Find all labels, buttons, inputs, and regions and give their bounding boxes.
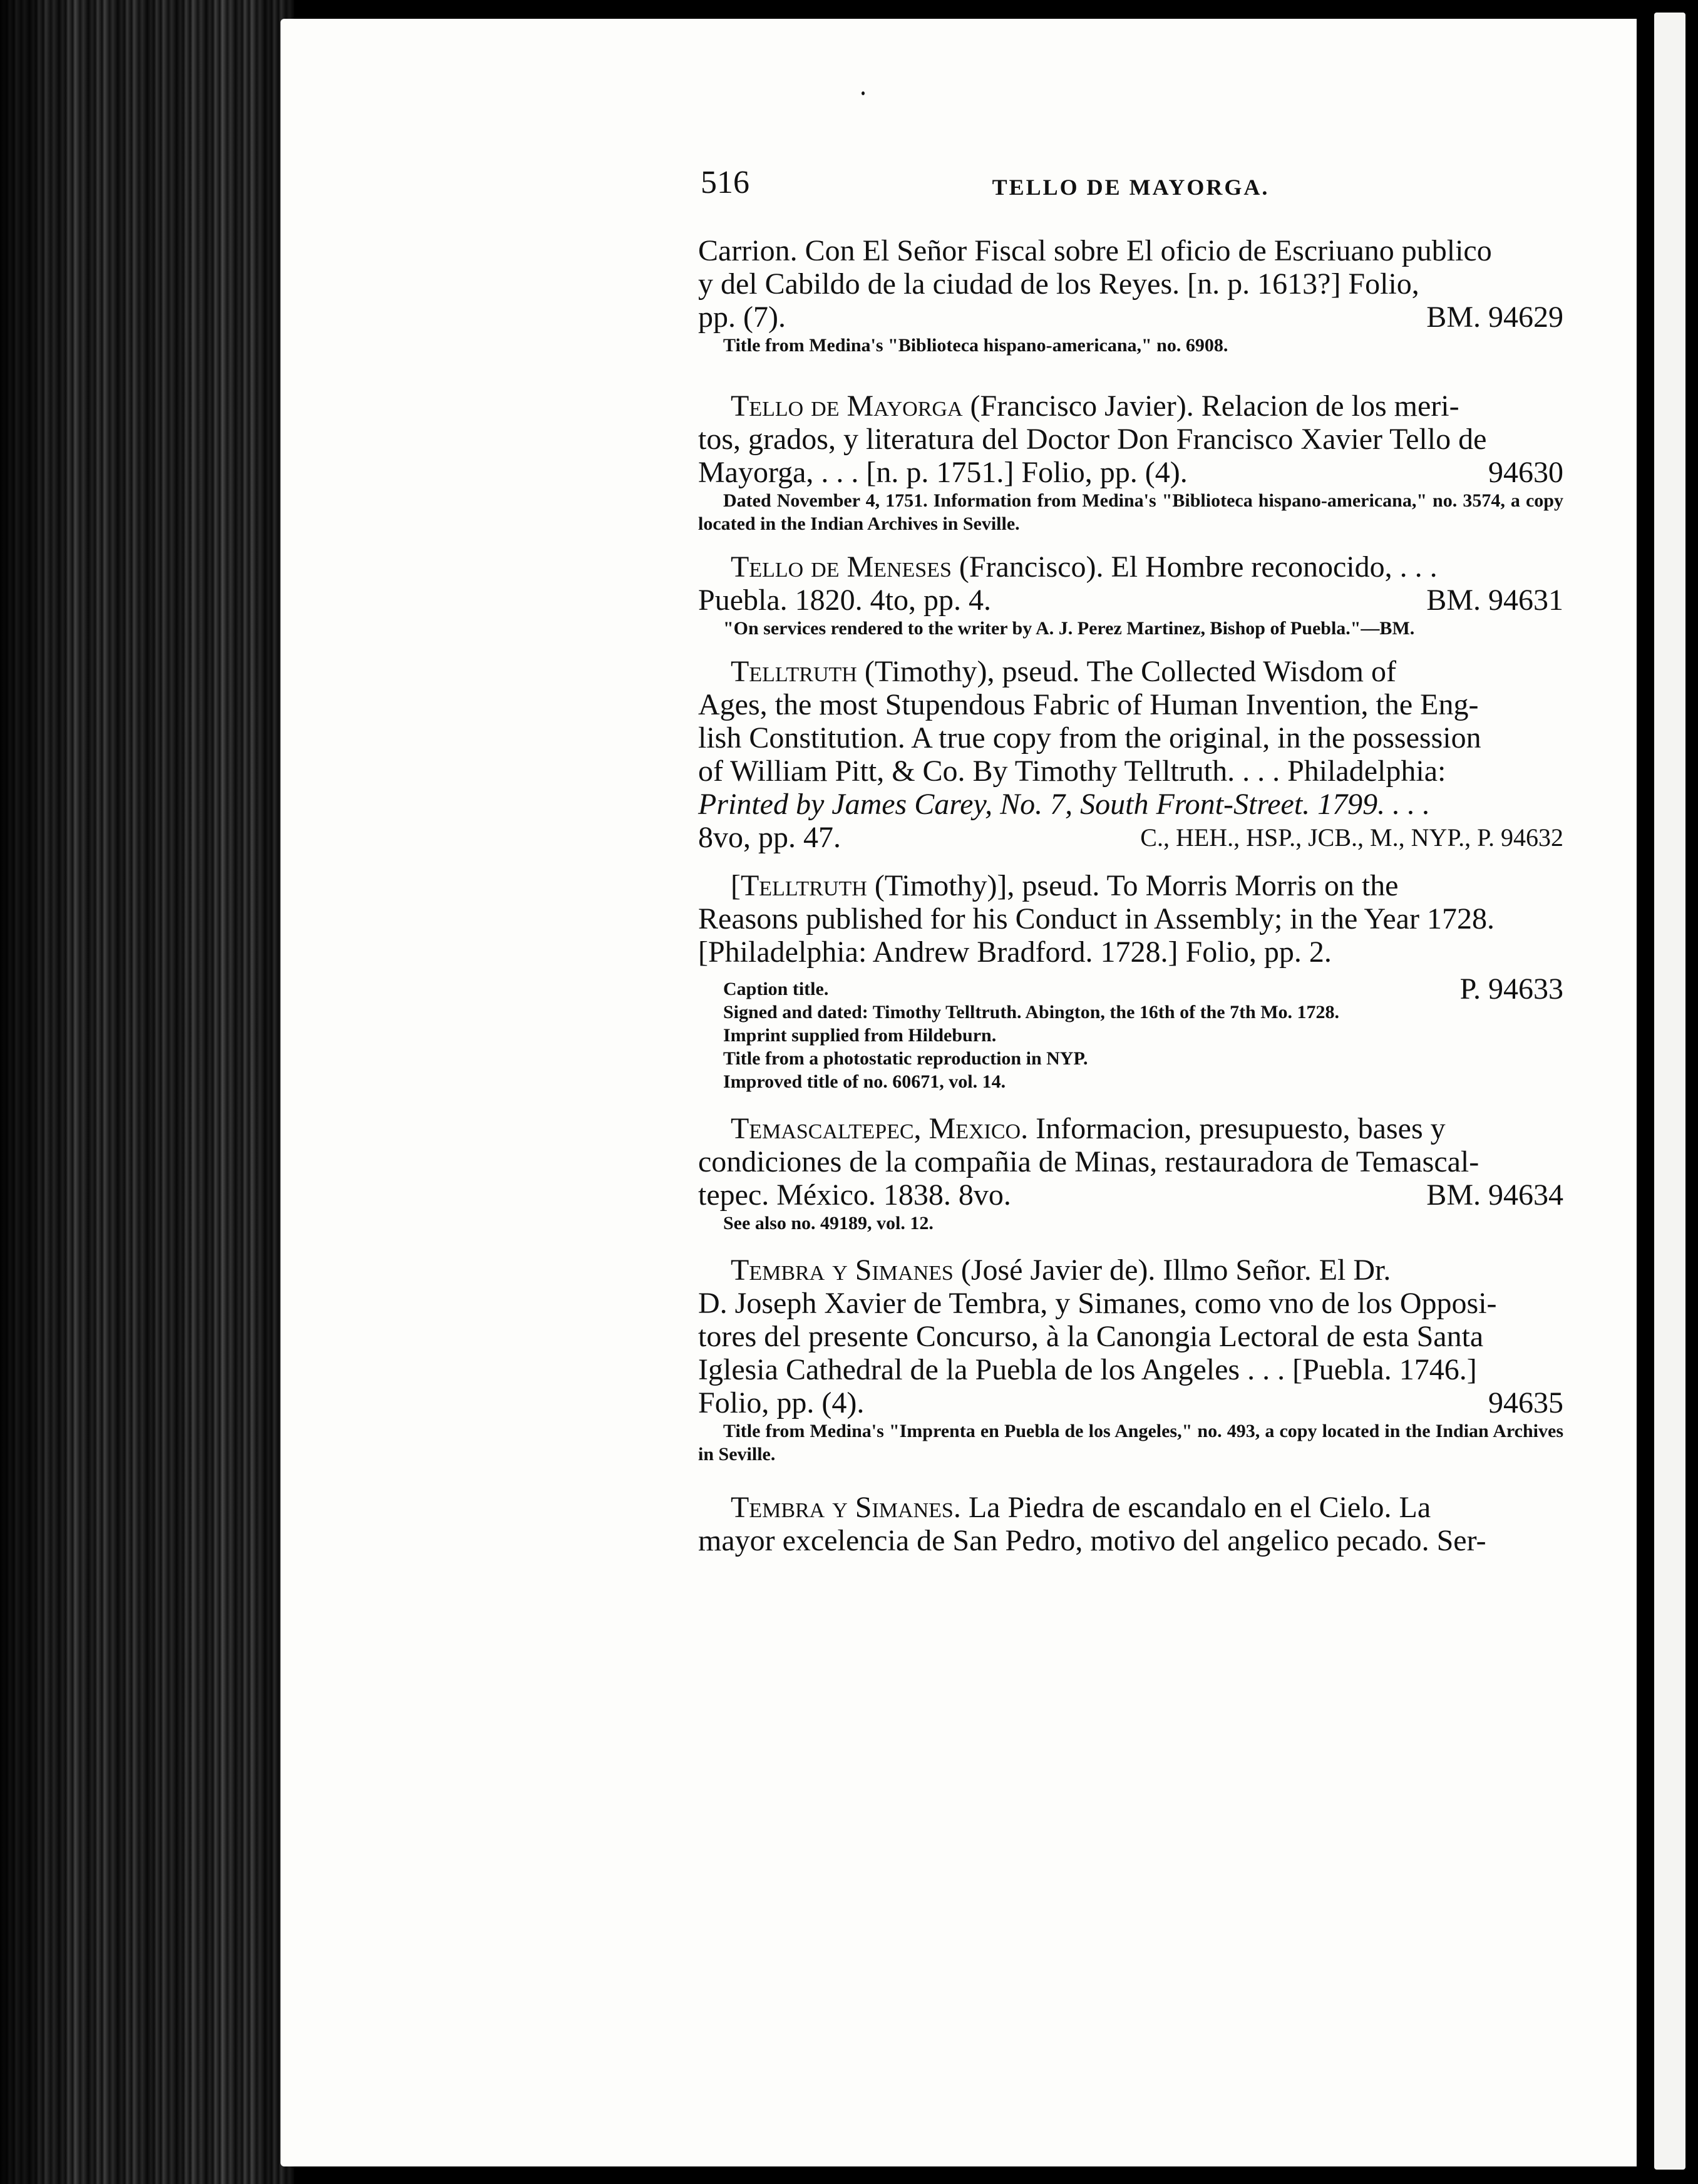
entry-line (698, 1287, 1563, 1320)
entry-text: lish Constitution. A true copy from the original, in the possession (698, 721, 1481, 755)
entry-text: (Timothy)], pseud. To Morris Morris on the (867, 869, 1399, 902)
entry-heading: Telltruth (731, 655, 857, 688)
entry-heading: Temascaltepec, Mexico (731, 1112, 1021, 1145)
entry-line (698, 1254, 1563, 1287)
entry-heading: Tello de Meneses (731, 550, 952, 584)
entry-note: Imprint supplied from Hildeburn. (723, 1025, 997, 1046)
spacer (698, 535, 1563, 550)
entry-text (731, 1112, 1446, 1145)
entry-number: P. 94633 (1459, 972, 1563, 1006)
spacer (698, 640, 1563, 655)
entry-number: BM. 94634 (1426, 1178, 1563, 1212)
entry-text (731, 1254, 1391, 1287)
spacer (698, 1235, 1563, 1254)
entry-note: "On services rendered to the writer by A. J. Perez Martinez, Bishop of Puebla."—BM. (723, 618, 1415, 639)
entry-note: Title from Medina's "Imprenta en Puebla de los Angeles," no. 493, a copy located in the Indian Archives in Seville. (698, 1421, 1563, 1465)
entry-line (698, 1491, 1563, 1524)
entry-line (698, 869, 1563, 902)
entry-text: D. Joseph Xavier de Tembra, y Simanes, como vno de los Opposi- (698, 1287, 1497, 1320)
entry-text: . La Piedra de escandalo en el Cielo. La (953, 1491, 1431, 1524)
entry-tello-de-mayorga (698, 389, 1563, 535)
entry-line (698, 655, 1563, 688)
entry-heading: Tembra y Simanes (731, 1254, 954, 1287)
spine-shadow (0, 0, 294, 2184)
entry-heading: Tembra y Simanes (731, 1491, 954, 1524)
entry-heading: [Telltruth (731, 869, 867, 902)
entry-text: Folio, pp. (4). (698, 1386, 865, 1419)
spacer (698, 1466, 1563, 1491)
entry-line (698, 234, 1563, 267)
entry-text: (José Javier de). Illmo Señor. El Dr. (953, 1254, 1391, 1287)
entry-note: Signed and dated: Timothy Telltruth. Abington, the 16th of the 7th Mo. 1728. (723, 1002, 1340, 1022)
entry-text: Ages, the most Stupendous Fabric of Human Invention, the Eng- (698, 688, 1479, 721)
entry-carrion (698, 234, 1563, 357)
entry-note: Improved title of no. 60671, vol. 14. (723, 1071, 1006, 1092)
entry-line (698, 584, 1563, 617)
entry-text: (Francisco Javier). Relacion de los meri- (962, 389, 1459, 423)
entry-note: Title from a photostatic reproduction in NYP. (723, 1048, 1088, 1069)
page-header (698, 164, 1563, 208)
entry-text: Reasons published for his Conduct in Assembly; in the Year 1728. (698, 902, 1495, 935)
entry-line (698, 423, 1563, 456)
entry-text: mayor excelencia de San Pedro, motivo del angelico pecado. Ser- (698, 1524, 1486, 1557)
entry-line (698, 1112, 1563, 1145)
entry-line (698, 1320, 1563, 1353)
entry-line (698, 1178, 1563, 1212)
entry-tembra-y-simanes-1746 (698, 1254, 1563, 1466)
entry-text: . Informacion, presupuesto, bases y (1021, 1112, 1446, 1145)
entry-text (731, 655, 1396, 688)
entry-note-line (698, 972, 1563, 1006)
entry-note: Title from Medina's "Biblioteca hispano-americana," no. 6908. (723, 335, 1228, 356)
entry-text: tos, grados, y literatura del Doctor Don Francisco Xavier Tello de (698, 423, 1487, 456)
entry-line (698, 389, 1563, 423)
entry-line (698, 902, 1563, 935)
entry-line (698, 267, 1563, 301)
entry-line (698, 688, 1563, 721)
entry-text: tores del presente Concurso, à la Canongia Lectoral de esta Santa (698, 1320, 1484, 1353)
entry-text (731, 869, 1398, 902)
entry-text: Puebla. 1820. 4to, pp. 4. (698, 584, 991, 617)
entry-number: 94635 (1488, 1386, 1563, 1419)
entry-text: tepec. México. 1838. 8vo. (698, 1178, 1011, 1212)
entry-text: pp. (7). (698, 301, 786, 334)
spacer (698, 1093, 1563, 1112)
entry-text (731, 1491, 1431, 1524)
entry-line (698, 755, 1563, 788)
page-content (698, 164, 1563, 1557)
entry-note: See also no. 49189, vol. 12. (723, 1213, 934, 1234)
entry-number: C., HEH., HSP., JCB., M., NYP., P. 94632 (1140, 823, 1563, 852)
entry-line (698, 788, 1563, 821)
entry-tembra-y-simanes-piedra (698, 1491, 1563, 1557)
entry-text (731, 550, 1438, 584)
entry-line (698, 1145, 1563, 1178)
entry-text: [Philadelphia: Andrew Bradford. 1728.] Folio, pp. 2. (698, 935, 1332, 969)
entry-telltruth-1728 (698, 869, 1563, 1093)
entry-line (698, 721, 1563, 755)
entry-text (731, 389, 1459, 423)
spacer (698, 357, 1563, 389)
entry-line (698, 1524, 1563, 1557)
entry-text: Carrion. Con El Señor Fiscal sobre El oficio de Escriuano publico (698, 234, 1492, 267)
ink-speck (862, 91, 865, 95)
entry-line (698, 456, 1563, 489)
entry-text: 8vo, pp. 47. (698, 821, 841, 854)
page-number: 516 (701, 165, 749, 200)
entry-line (698, 821, 1563, 854)
entry-telltruth-1799 (698, 655, 1563, 854)
running-head: TELLO DE MAYORGA. (992, 175, 1270, 200)
entry-text: of William Pitt, & Co. By Timothy Telltruth. . . . Philadelphia: (698, 755, 1446, 788)
spacer (698, 854, 1563, 869)
entry-line (698, 1353, 1563, 1386)
entry-text: (Timothy), pseud. The Collected Wisdom of (857, 655, 1396, 688)
entry-note: Dated November 4, 1751. Information from Medina's "Biblioteca hispano-americana," no. 3574, a copy located in the Indian Archives in Seville. (698, 490, 1563, 534)
entry-text: (Francisco). El Hombre reconocido, . . . (951, 550, 1438, 584)
entry-text: Mayorga, . . . [n. p. 1751.] Folio, pp. (4). (698, 456, 1188, 489)
entry-number: BM. 94629 (1426, 301, 1563, 334)
entry-text: condiciones de la compañia de Minas, restauradora de Temascal- (698, 1145, 1479, 1178)
entry-text: y del Cabildo de la ciudad de los Reyes. [n. p. 1613?] Folio, (698, 267, 1419, 301)
entry-line (698, 301, 1563, 334)
entry-line (698, 1386, 1563, 1419)
entry-line (698, 550, 1563, 584)
entry-number: BM. 94631 (1426, 584, 1563, 617)
entry-temascaltepec (698, 1112, 1563, 1235)
entry-heading: Tello de Mayorga (731, 389, 963, 423)
entry-line (698, 935, 1563, 969)
entry-tello-de-meneses (698, 550, 1563, 640)
facing-page-edge (1654, 13, 1685, 2170)
entry-note: Caption title. (723, 979, 829, 999)
entry-text: Iglesia Cathedral de la Puebla de los Angeles . . . [Puebla. 1746.] (698, 1353, 1477, 1386)
entry-imprint: Printed by James Carey, No. 7, South Front-Street. 1799. . . . (698, 788, 1431, 821)
entry-number: 94630 (1488, 456, 1563, 489)
